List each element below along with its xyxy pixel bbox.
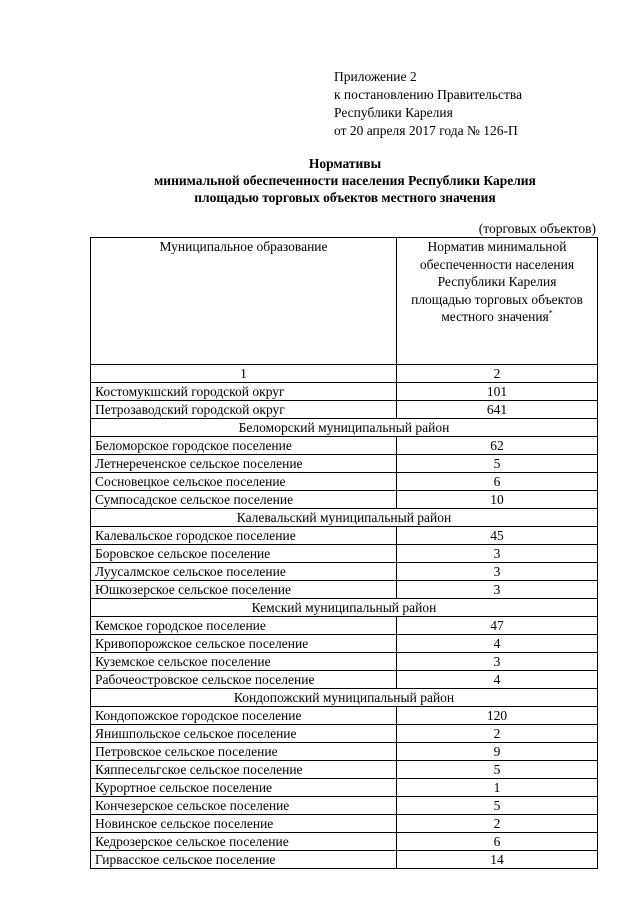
table-header-row: [91, 238, 598, 365]
appendix-block: [334, 68, 522, 140]
norm-value: 101: [397, 383, 598, 401]
municipality-name: Кондопожское городское поселение: [91, 707, 397, 725]
table-row: [91, 851, 598, 869]
appendix-line: к постановлению Правительства: [334, 87, 523, 102]
title-line: Нормативы: [308, 156, 382, 171]
norm-value: 5: [397, 797, 598, 815]
municipality-name: Юшкозерское сельское поселение: [91, 581, 397, 599]
municipality-name: Куземское сельское поселение: [91, 653, 397, 671]
unit-label: (торговых объектов): [478, 221, 596, 236]
table-row: [91, 671, 598, 689]
table-row: [91, 815, 598, 833]
table-row: [91, 743, 598, 761]
table-row: [91, 581, 598, 599]
norms-table: [90, 237, 598, 869]
district-name: Кемский муниципальный район: [91, 599, 598, 617]
municipality-name: Кедрозерское сельское поселение: [91, 833, 397, 851]
district-group-row: [91, 689, 598, 707]
table-row: [91, 833, 598, 851]
title-line: площадью торговых объектов местного значения: [194, 190, 496, 205]
norm-value: 120: [397, 707, 598, 725]
municipality-name: Сумпосадское сельское поселение: [91, 491, 397, 509]
table-row: [91, 491, 598, 509]
norm-value: 5: [397, 761, 598, 779]
municipality-name: Калевальское городское поселение: [91, 527, 397, 545]
municipality-name: Боровское сельское поселение: [91, 545, 397, 563]
municipality-name: Кончезерское сельское поселение: [91, 797, 397, 815]
table-row: [91, 707, 598, 725]
appendix-line: Республики Карелия: [334, 105, 453, 120]
municipality-name: Беломорское городское поселение: [91, 437, 397, 455]
table-row: [91, 473, 598, 491]
column-header-municipality: Муниципальное образование: [91, 238, 397, 365]
table-row: [91, 455, 598, 473]
norm-value: 1: [397, 779, 598, 797]
title-line: минимальной обеспеченности населения Республики Карелия: [154, 173, 536, 188]
appendix-line: Приложение 2: [334, 69, 417, 84]
document-title: [90, 155, 600, 206]
table-row: [91, 563, 598, 581]
municipality-name: Кяппесельгское сельское поселение: [91, 761, 397, 779]
norm-value: 45: [397, 527, 598, 545]
table-row: [91, 761, 598, 779]
municipality-name: Летнереченское сельское поселение: [91, 455, 397, 473]
column-number: 1: [91, 365, 397, 383]
table-row: [91, 797, 598, 815]
norm-value: 5: [397, 455, 598, 473]
norm-value: 14: [397, 851, 598, 869]
district-name: Калевальский муниципальный район: [91, 509, 598, 527]
norm-value: 47: [397, 617, 598, 635]
norm-value: 3: [397, 563, 598, 581]
table-row: [91, 545, 598, 563]
municipality-name: Луусалмское сельское поселение: [91, 563, 397, 581]
norm-value: 2: [397, 815, 598, 833]
norm-value: 4: [397, 635, 598, 653]
norm-value: 2: [397, 725, 598, 743]
appendix-line: от 20 апреля 2017 года № 126-П: [334, 123, 518, 138]
column-header-norm: Норматив минимальной обеспеченности населения Республики Карелия площадью торговых объектов местного значения*: [397, 238, 598, 365]
table-row: [91, 635, 598, 653]
norm-value: 6: [397, 473, 598, 491]
table-row: [91, 779, 598, 797]
norm-value: 6: [397, 833, 598, 851]
norm-value: 641: [397, 401, 598, 419]
district-name: Беломорский муниципальный район: [91, 419, 598, 437]
municipality-name: Костомукшский городской округ: [91, 383, 397, 401]
norm-value: 9: [397, 743, 598, 761]
municipality-name: Янишпольское сельское поселение: [91, 725, 397, 743]
footnote-marker: *: [548, 308, 553, 318]
table-row: [91, 725, 598, 743]
municipality-name: Курортное сельское поселение: [91, 779, 397, 797]
district-name: Кондопожский муниципальный район: [91, 689, 598, 707]
municipality-name: Гирвасское сельское поселение: [91, 851, 397, 869]
municipality-name: Сосновецкое сельское поселение: [91, 473, 397, 491]
district-group-row: [91, 509, 598, 527]
table-row: [91, 653, 598, 671]
municipality-name: Петрозаводский городской округ: [91, 401, 397, 419]
municipality-name: Рабочеостровское сельское поселение: [91, 671, 397, 689]
norm-value: 62: [397, 437, 598, 455]
table-row: [91, 617, 598, 635]
table-row: [91, 383, 598, 401]
table-row: [91, 401, 598, 419]
column-number: 2: [397, 365, 598, 383]
table-row: [91, 437, 598, 455]
municipality-name: Петровское сельское поселение: [91, 743, 397, 761]
municipality-name: Кривопорожское сельское поселение: [91, 635, 397, 653]
norm-value: 4: [397, 671, 598, 689]
norm-value: 10: [397, 491, 598, 509]
municipality-name: Новинское сельское поселение: [91, 815, 397, 833]
district-group-row: [91, 419, 598, 437]
norm-value: 3: [397, 581, 598, 599]
district-group-row: [91, 599, 598, 617]
norm-value: 3: [397, 545, 598, 563]
table-row: [91, 527, 598, 545]
norm-value: 3: [397, 653, 598, 671]
municipality-name: Кемское городское поселение: [91, 617, 397, 635]
column-numbers-row: [91, 365, 598, 383]
